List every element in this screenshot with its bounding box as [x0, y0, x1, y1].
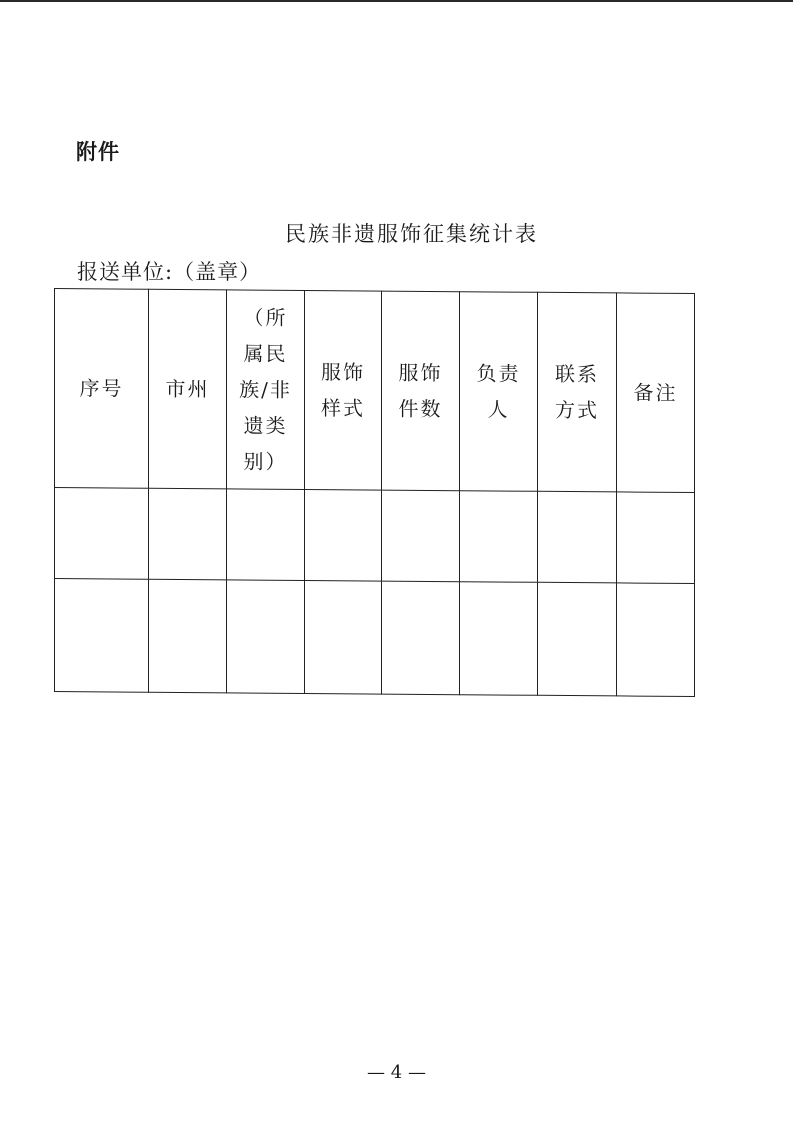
document-title: 民族非遗服饰征集统计表: [285, 222, 538, 246]
table-cell[interactable]: [55, 488, 149, 580]
table-cell[interactable]: [305, 580, 382, 694]
table-cell[interactable]: [460, 582, 538, 696]
table-cell[interactable]: [149, 579, 227, 693]
reporting-unit-label: 报送单位:（盖章）: [77, 260, 262, 284]
table-cell[interactable]: [382, 581, 460, 695]
table-cell[interactable]: [460, 491, 538, 583]
table-cell[interactable]: [55, 579, 149, 693]
table-cell[interactable]: [227, 580, 305, 694]
table-cell[interactable]: [305, 489, 382, 581]
page-number: — 4 —: [367, 1062, 426, 1083]
header-serial-number: 序号: [55, 289, 149, 489]
table-cell[interactable]: [538, 582, 617, 696]
table-cell[interactable]: [617, 583, 695, 697]
header-costume-count: 服饰 件数: [382, 291, 460, 491]
table-header-row: [55, 289, 695, 493]
table-cell[interactable]: [382, 490, 460, 582]
header-costume-style: 服饰 样式: [305, 290, 382, 490]
attachment-label: 附件: [76, 140, 120, 164]
header-person-in-charge: 负责 人: [460, 292, 538, 492]
statistics-table: [54, 288, 695, 697]
table-row: [55, 488, 695, 584]
header-ethnicity-heritage-category: （所 属民 族/非 遗类 别）: [227, 290, 305, 490]
table-row: [55, 579, 695, 697]
table-cell[interactable]: [617, 492, 695, 584]
page-top-edge: [0, 0, 793, 2]
header-city-prefecture: 市州: [149, 289, 227, 489]
header-contact-info: 联系 方式: [538, 292, 617, 492]
header-remarks: 备注: [617, 293, 695, 493]
table-cell[interactable]: [227, 489, 305, 581]
table-cell[interactable]: [538, 491, 617, 583]
table-cell[interactable]: [149, 488, 227, 580]
